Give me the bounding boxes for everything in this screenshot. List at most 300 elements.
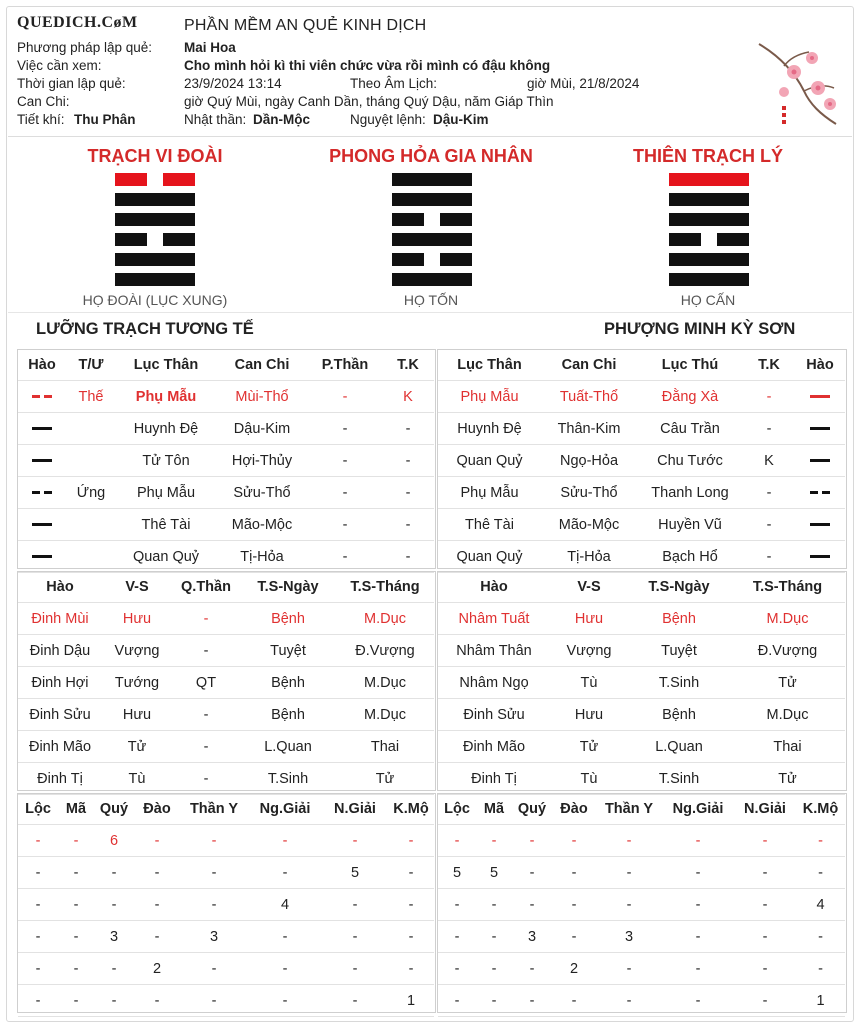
table-cell: - [476, 985, 512, 1017]
question-value: Cho mình hỏi kì thi viên chức vừa rồi mình có đậu không [184, 58, 551, 73]
reading-info [17, 40, 717, 130]
table-cell: - [94, 889, 134, 921]
table-cell: Đinh Tị [18, 763, 102, 795]
table-cell: Đinh Sửu [18, 699, 102, 731]
table-cell: Tử Tôn [116, 445, 216, 477]
table-row [438, 603, 845, 635]
yang-line-icon [32, 459, 52, 462]
table-cell: - [734, 825, 796, 857]
table-cell: Chu Tước [637, 445, 743, 477]
table-row [438, 921, 845, 953]
table-cell: - [476, 889, 512, 921]
table-cell: - [134, 825, 180, 857]
table-cell: - [388, 889, 434, 921]
table-cell: - [248, 825, 322, 857]
table-cell: - [476, 953, 512, 985]
column-header: N.Giải [322, 794, 388, 825]
table-cell: Đinh Mão [438, 731, 550, 763]
table-row [18, 667, 434, 699]
table-cell: - [322, 825, 388, 857]
table-cell: L.Quan [240, 731, 336, 763]
hao-cell [18, 541, 66, 573]
yang-line-icon [32, 427, 52, 430]
table-row [18, 985, 434, 1017]
table-cell: - [662, 921, 734, 953]
table-cell: Nhâm Thân [438, 635, 550, 667]
hexagram-main [115, 173, 195, 293]
table-row [18, 763, 434, 795]
table-row [438, 731, 845, 763]
table-cell: Quan Quỷ [438, 541, 541, 573]
table-cell: Bệnh [628, 699, 730, 731]
column-header: T.S-Tháng [336, 572, 434, 603]
table-cell: Huyền Vũ [637, 509, 743, 541]
table-cell: Tị-Hỏa [216, 541, 308, 573]
hexagram-mutual [392, 173, 472, 293]
table-cell: - [134, 985, 180, 1017]
column-header: Mã [476, 794, 512, 825]
hexagram-line [392, 233, 472, 246]
table-cell: Đinh Tị [438, 763, 550, 795]
table-cell: - [58, 953, 94, 985]
table-cell: K [743, 445, 795, 477]
table-cell: Thanh Long [637, 477, 743, 509]
table-row [18, 825, 434, 857]
table-cell: Đinh Mùi [18, 603, 102, 635]
app-title: PHẦN MỀM AN QUẺ KINH DỊCH [184, 17, 427, 34]
table-row [438, 635, 845, 667]
table-cell: - [172, 763, 240, 795]
column-header: T.S-Ngày [628, 572, 730, 603]
table-cell: - [734, 857, 796, 889]
table-cell: Đinh Dậu [18, 635, 102, 667]
table-row [18, 857, 434, 889]
table-cell: - [248, 953, 322, 985]
table-cell [66, 445, 116, 477]
table-row [18, 603, 434, 635]
table-cell: - [596, 985, 662, 1017]
table-cell: - [743, 413, 795, 445]
table-cell: Hưu [102, 699, 172, 731]
table-cell: - [134, 857, 180, 889]
table-cell: - [18, 921, 58, 953]
table-cell: Bệnh [240, 603, 336, 635]
table-cell: Tị-Hỏa [541, 541, 637, 573]
yang-line-icon [810, 459, 830, 462]
hao-cell [795, 381, 845, 413]
table-cell: - [438, 985, 476, 1017]
table-cell: - [512, 953, 552, 985]
table-cell: Câu Trần [637, 413, 743, 445]
table-cell: M.Dục [730, 699, 845, 731]
column-header: Lộc [18, 794, 58, 825]
hex-divider [8, 312, 852, 313]
table-cell: Đ.Vượng [730, 635, 845, 667]
table-cell: Tử [336, 763, 434, 795]
column-header: Quý [94, 794, 134, 825]
hao-cell [18, 477, 66, 509]
table-row [18, 889, 434, 921]
table-cell: - [248, 921, 322, 953]
table-cell: - [662, 889, 734, 921]
table-cell: Hưu [102, 603, 172, 635]
hao-cell [795, 445, 845, 477]
column-header: T.K [743, 350, 795, 381]
table-cell: Nhâm Tuất [438, 603, 550, 635]
table-cell: - [134, 921, 180, 953]
table-cell: M.Dục [336, 603, 434, 635]
table-cell: - [180, 953, 248, 985]
table-cell: Hợi-Thủy [216, 445, 308, 477]
table-cell: - [180, 889, 248, 921]
hexagram-changed [669, 173, 749, 293]
table-cell: Huynh Đệ [116, 413, 216, 445]
hexagram-line [669, 213, 749, 226]
table-cell: Quan Quỷ [116, 541, 216, 573]
table-cell: Tử [102, 731, 172, 763]
hao-cell [795, 509, 845, 541]
table-row [438, 763, 845, 795]
table-cell: Thê Tài [438, 509, 541, 541]
table-cell: Đằng Xà [637, 381, 743, 413]
table-cell: Mão-Mộc [541, 509, 637, 541]
column-header: Can Chi [541, 350, 637, 381]
column-header: Quý [512, 794, 552, 825]
table-cell: - [552, 889, 596, 921]
header-divider [8, 136, 852, 137]
nguyetlenh-value: Dậu-Kim [433, 112, 489, 127]
table-cell: Bệnh [240, 699, 336, 731]
nhatthan-label: Nhật thần: [184, 112, 247, 127]
table-cell: - [308, 477, 382, 509]
table-cell: - [662, 825, 734, 857]
column-header: V-S [550, 572, 628, 603]
column-header: Ng.Giải [662, 794, 734, 825]
table-cell [66, 541, 116, 573]
table-cell: - [308, 445, 382, 477]
table-cell: T.Sinh [240, 763, 336, 795]
column-header: Ng.Giải [248, 794, 322, 825]
table-cell: - [180, 985, 248, 1017]
column-header: T.S-Ngày [240, 572, 336, 603]
column-header: Q.Thần [172, 572, 240, 603]
table-cell: 3 [94, 921, 134, 953]
table-cell: Thai [730, 731, 845, 763]
table-cell: - [734, 953, 796, 985]
column-header: Thần Y [180, 794, 248, 825]
table-cell: - [796, 825, 845, 857]
table-cell: - [18, 857, 58, 889]
table-cell: Vượng [550, 635, 628, 667]
column-header: T/Ư [66, 350, 116, 381]
table-cell: - [512, 825, 552, 857]
table-cell: - [734, 985, 796, 1017]
lunar-label: Theo Âm Lịch: [350, 76, 438, 91]
column-header: V-S [102, 572, 172, 603]
table-cell: - [388, 921, 434, 953]
table-cell: - [172, 635, 240, 667]
hao-cell [795, 413, 845, 445]
table-row [18, 381, 434, 413]
table-cell: - [596, 857, 662, 889]
section-left-title: LƯỠNG TRẠCH TƯƠNG TẾ [36, 320, 254, 338]
table-cell: - [552, 985, 596, 1017]
table-cell: Hưu [550, 699, 628, 731]
table-cell: M.Dục [730, 603, 845, 635]
table-cell: - [476, 825, 512, 857]
table-cell: - [308, 413, 382, 445]
hexagram-line [115, 233, 195, 246]
table-cell: Bạch Hổ [637, 541, 743, 573]
table-cell: 3 [512, 921, 552, 953]
table-row [18, 731, 434, 763]
table-cell: - [662, 953, 734, 985]
table-cell: - [94, 953, 134, 985]
method-value: Mai Hoa [184, 40, 236, 55]
table-cell: - [438, 889, 476, 921]
table-cell: Dậu-Kim [216, 413, 308, 445]
table-cell: Bệnh [240, 667, 336, 699]
table-cell: - [596, 889, 662, 921]
section-right-title: PHƯỢNG MINH KỲ SƠN [604, 320, 796, 338]
hexagram-changed-family: HỌ CẤN [680, 292, 736, 308]
column-header: N.Giải [734, 794, 796, 825]
table-row [438, 381, 845, 413]
table-cell: - [743, 381, 795, 413]
table-cell: - [58, 857, 94, 889]
table-changed-lines [438, 350, 845, 573]
table-cell: 4 [796, 889, 845, 921]
table-cell: 1 [796, 985, 845, 1017]
table-cell: M.Dục [336, 667, 434, 699]
table-cell: 2 [134, 953, 180, 985]
table-row [438, 509, 845, 541]
table-cell: - [58, 889, 94, 921]
table-main-lines [18, 350, 434, 573]
column-header: Lục Thân [116, 350, 216, 381]
table-cell: - [134, 889, 180, 921]
column-header: K.Mộ [388, 794, 434, 825]
hexagram-line [115, 193, 195, 206]
table-row [18, 921, 434, 953]
table-cell: 2 [552, 953, 596, 985]
table-cell: QT [172, 667, 240, 699]
table-row [18, 635, 434, 667]
hexagram-line [392, 253, 472, 266]
table-row [18, 445, 434, 477]
table-cell: - [552, 857, 596, 889]
table-cell: - [382, 509, 434, 541]
table-cell: Vượng [102, 635, 172, 667]
hexagram-line [669, 233, 749, 246]
tietkhi-label: Tiết khí: [17, 112, 65, 127]
table-cell: - [596, 953, 662, 985]
table-cell: - [322, 889, 388, 921]
column-header: Lộc [438, 794, 476, 825]
table-cell: Tù [550, 667, 628, 699]
table-cell: Huynh Đệ [438, 413, 541, 445]
table-cell: - [596, 825, 662, 857]
hao-cell [18, 509, 66, 541]
table-row [438, 477, 845, 509]
hexagram-line [115, 173, 195, 186]
question-label: Việc cần xem: [17, 58, 102, 73]
table-cell: Tuyệt [240, 635, 336, 667]
hexagram-line [392, 273, 472, 286]
table-cell: - [388, 825, 434, 857]
table-cell: - [388, 953, 434, 985]
table-row [18, 541, 434, 573]
table-cell: Tù [550, 763, 628, 795]
table-cell [66, 509, 116, 541]
table-cell: - [743, 541, 795, 573]
time-value: 23/9/2024 13:14 [184, 76, 282, 91]
table-cell: - [18, 985, 58, 1017]
table-row [438, 889, 845, 921]
table-cell: - [438, 953, 476, 985]
hexagram-line [392, 213, 472, 226]
column-header: Đào [552, 794, 596, 825]
table-cell: Tử [730, 763, 845, 795]
table-cell: - [172, 699, 240, 731]
method-label: Phương pháp lập quẻ: [17, 40, 152, 55]
table-cell: 5 [438, 857, 476, 889]
column-header: Hào [438, 572, 550, 603]
table-cell: - [796, 857, 845, 889]
table-main-stars [18, 794, 434, 1017]
table-cell: 5 [476, 857, 512, 889]
table-cell: Phụ Mẫu [438, 381, 541, 413]
table-main-state [18, 572, 434, 795]
canchi-value: giờ Quý Mùi, ngày Canh Dần, tháng Quý Dậu, năm Giáp Thìn [184, 94, 554, 109]
table-cell: - [796, 921, 845, 953]
hexagram-line [669, 173, 749, 186]
table-cell: - [308, 381, 382, 413]
hexagram-main-family: HỌ ĐOÀI (LỤC XUNG) [82, 292, 228, 308]
column-header: Can Chi [216, 350, 308, 381]
table-cell: 6 [94, 825, 134, 857]
table-cell: Mùi-Thổ [216, 381, 308, 413]
table-row [438, 541, 845, 573]
table-cell: - [18, 889, 58, 921]
lunar-value: giờ Mùi, 21/8/2024 [527, 76, 640, 91]
table-cell: - [58, 825, 94, 857]
table-cell: - [382, 541, 434, 573]
table-cell: - [476, 921, 512, 953]
table-cell: - [172, 603, 240, 635]
table-cell: - [388, 857, 434, 889]
table-row [18, 699, 434, 731]
table-cell: - [382, 477, 434, 509]
table-row [18, 509, 434, 541]
table-cell: Phụ Mẫu [116, 477, 216, 509]
table-cell: L.Quan [628, 731, 730, 763]
plum-blossom-icon [754, 36, 844, 128]
yin-line-icon [32, 491, 52, 494]
table-cell: Đinh Hợi [18, 667, 102, 699]
table-cell: - [662, 985, 734, 1017]
table-cell: Đinh Sửu [438, 699, 550, 731]
yang-line-icon [810, 523, 830, 526]
table-cell: Đinh Mão [18, 731, 102, 763]
table-cell: 5 [322, 857, 388, 889]
table-row [438, 985, 845, 1017]
table-cell: M.Dục [336, 699, 434, 731]
table-cell: Thai [336, 731, 434, 763]
column-header: Hào [795, 350, 845, 381]
column-header: Lục Thú [637, 350, 743, 381]
table-cell: - [94, 857, 134, 889]
table-cell: - [322, 953, 388, 985]
hexagram-line [392, 193, 472, 206]
table-cell: - [94, 985, 134, 1017]
table-cell: Tuất-Thổ [541, 381, 637, 413]
table-cell: - [248, 985, 322, 1017]
table-cell: - [248, 857, 322, 889]
table-cell: 3 [596, 921, 662, 953]
table-changed-state [438, 572, 845, 795]
table-cell: - [322, 921, 388, 953]
table-row [438, 413, 845, 445]
hexagram-line [115, 253, 195, 266]
hao-cell [795, 541, 845, 573]
table-cell: Mão-Mộc [216, 509, 308, 541]
yang-line-icon [810, 555, 830, 558]
table-cell: - [512, 857, 552, 889]
table-row [18, 413, 434, 445]
site-logo[interactable]: QUEDICH.CøM [17, 14, 138, 31]
table-cell [66, 413, 116, 445]
table-cell: - [552, 825, 596, 857]
table-cell: Sửu-Thổ [216, 477, 308, 509]
table-cell: Nhâm Ngọ [438, 667, 550, 699]
yang-line-icon [810, 395, 830, 398]
table-cell: - [512, 889, 552, 921]
table-cell: - [308, 509, 382, 541]
table-row [438, 857, 845, 889]
table-cell: - [18, 953, 58, 985]
hao-cell [18, 445, 66, 477]
hexagram-line [115, 213, 195, 226]
hao-cell [18, 413, 66, 445]
yang-line-icon [32, 555, 52, 558]
column-header: Mã [58, 794, 94, 825]
table-cell: Quan Quỷ [438, 445, 541, 477]
hexagram-line [392, 173, 472, 186]
table-cell: Thế [66, 381, 116, 413]
hexagram-mutual-title: PHONG HỎA GIA NHÂN [329, 146, 533, 166]
hexagram-line [669, 253, 749, 266]
tietkhi-value: Thu Phân [74, 112, 136, 127]
column-header: Lục Thân [438, 350, 541, 381]
table-cell: - [382, 413, 434, 445]
table-cell: Hưu [550, 603, 628, 635]
table-row [438, 445, 845, 477]
table-cell: - [172, 731, 240, 763]
nguyetlenh-label: Nguyệt lệnh: [350, 112, 426, 127]
table-cell: Thê Tài [116, 509, 216, 541]
table-cell: K [382, 381, 434, 413]
table-row [438, 825, 845, 857]
table-cell: - [322, 985, 388, 1017]
column-header: P.Thần [308, 350, 382, 381]
table-cell: Phụ Mẫu [116, 381, 216, 413]
nhatthan-value: Dần-Mộc [253, 112, 310, 127]
yang-line-icon [810, 427, 830, 430]
table-row [438, 953, 845, 985]
table-cell: - [180, 825, 248, 857]
table-cell: Thân-Kim [541, 413, 637, 445]
